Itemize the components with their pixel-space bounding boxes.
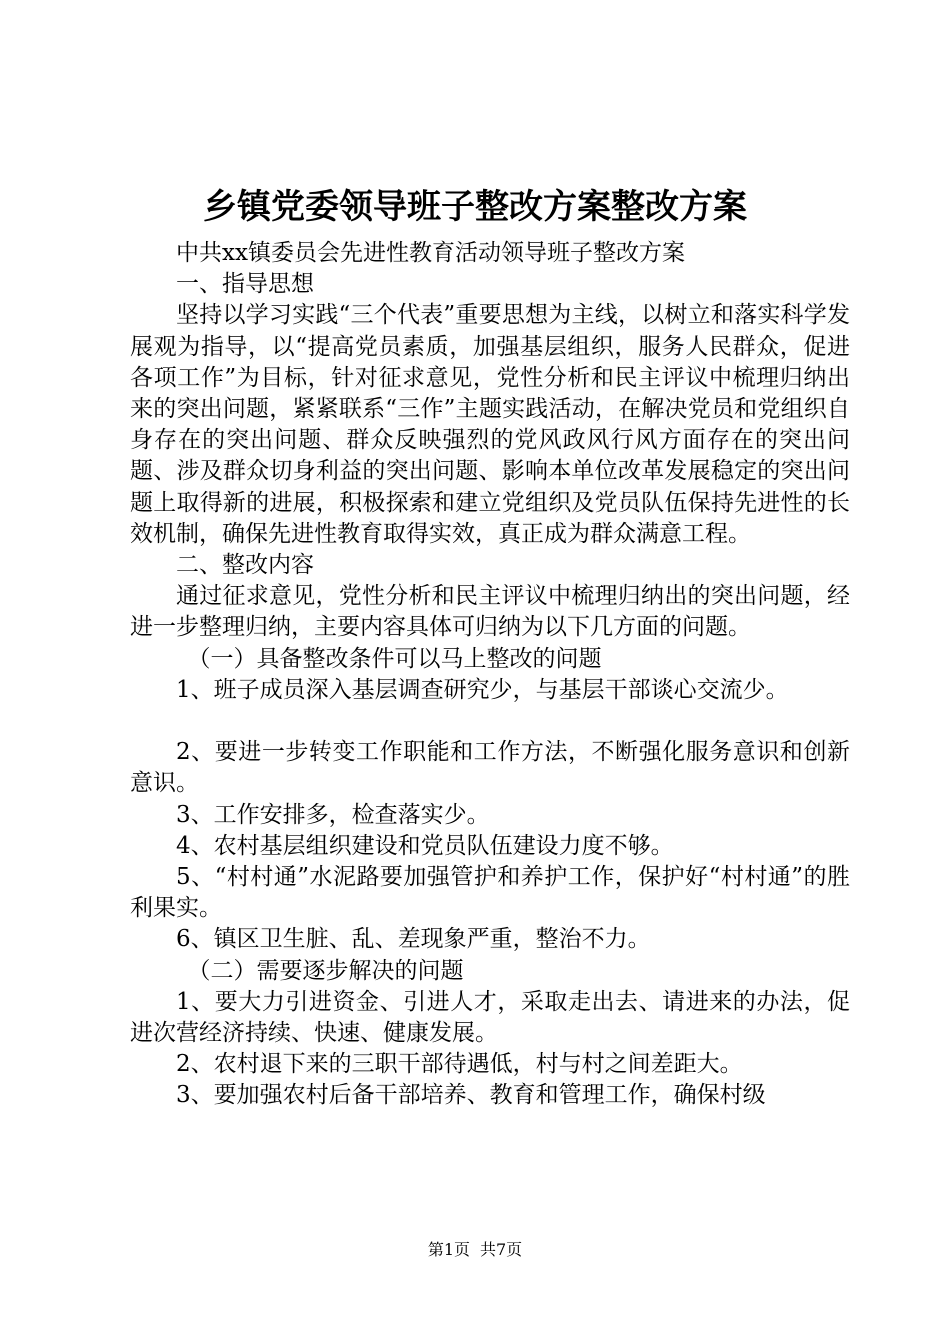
document-body	[130, 238, 850, 1112]
list-item: 1、班子成员深入基层调查研究少，与基层干部谈心交流少。	[176, 676, 789, 703]
section-heading-1: 一、指导思想	[176, 271, 314, 298]
page-number: 第1页	[427, 1240, 470, 1259]
list-item: 2、要进一步转变工作职能和工作方法，不断强化服务意识和创新意识。	[130, 739, 850, 797]
subsection-heading-1: （一）具备整改条件可以马上整改的问题	[187, 645, 602, 672]
paragraph-rectification-intro: 通过征求意见，党性分析和民主评议中梳理归纳出的突出问题，经进一步整理归纳，主要内容具体可归纳为以下几方面的问题。	[130, 583, 850, 641]
paragraph-guiding-thought: 坚持以学习实践“三个代表”重要思想为主线，以树立和落实科学发展观为指导，以“提高党员素质，加强基层组织，服务人民群众，促进各项工作”为目标，针对征求意见，党性分析和民主评议中梳理归纳出来的突出问题，紧紧联系“三作”主题实践活动，在解决党员和党组织自身存在的突出问题、群众反映强烈的党风政风行风方面存在的突出问题、涉及群众切身利益的突出问题、影响本单位改革发展稳定的突出问题上取得新的进展，积极探索和建立党组织及党员队伍保持先进性的长效机制，确保先进性教育取得实效，真正成为群众满意工程。	[130, 302, 850, 547]
page-total: 共7页	[480, 1240, 523, 1259]
document-title: 乡镇党委领导班子整改方案整改方案	[203, 187, 747, 227]
section-heading-2: 二、整改内容	[176, 552, 314, 579]
page-footer	[0, 1238, 950, 1262]
list-item: 4、农村基层组织建设和党员队伍建设力度不够。	[176, 832, 674, 859]
list-item: 2、农村退下来的三职干部待遇低，村与村之间差距大。	[176, 1051, 743, 1078]
list-item: 3、工作安排多，检查落实少。	[176, 801, 490, 828]
blank-line	[130, 706, 850, 737]
paragraph-subtitle: 中共xx镇委员会先进性教育活动领导班子整改方案	[176, 240, 685, 266]
list-item: 1、要大力引进资金、引进人才，采取走出去、请进来的办法，促进次营经济持续、快速、健康发展。	[130, 988, 850, 1047]
list-item: 5、“村村通”水泥路要加强管护和养护工作，保护好“村村通”的胜利果实。	[130, 864, 850, 922]
list-item: 6、镇区卫生脏、乱、差现象严重，整治不力。	[176, 926, 651, 953]
subsection-heading-2: （二）需要逐步解决的问题	[187, 957, 464, 984]
list-item: 3、要加强农村后备干部培养、教育和管理工作，确保村级	[176, 1082, 766, 1109]
